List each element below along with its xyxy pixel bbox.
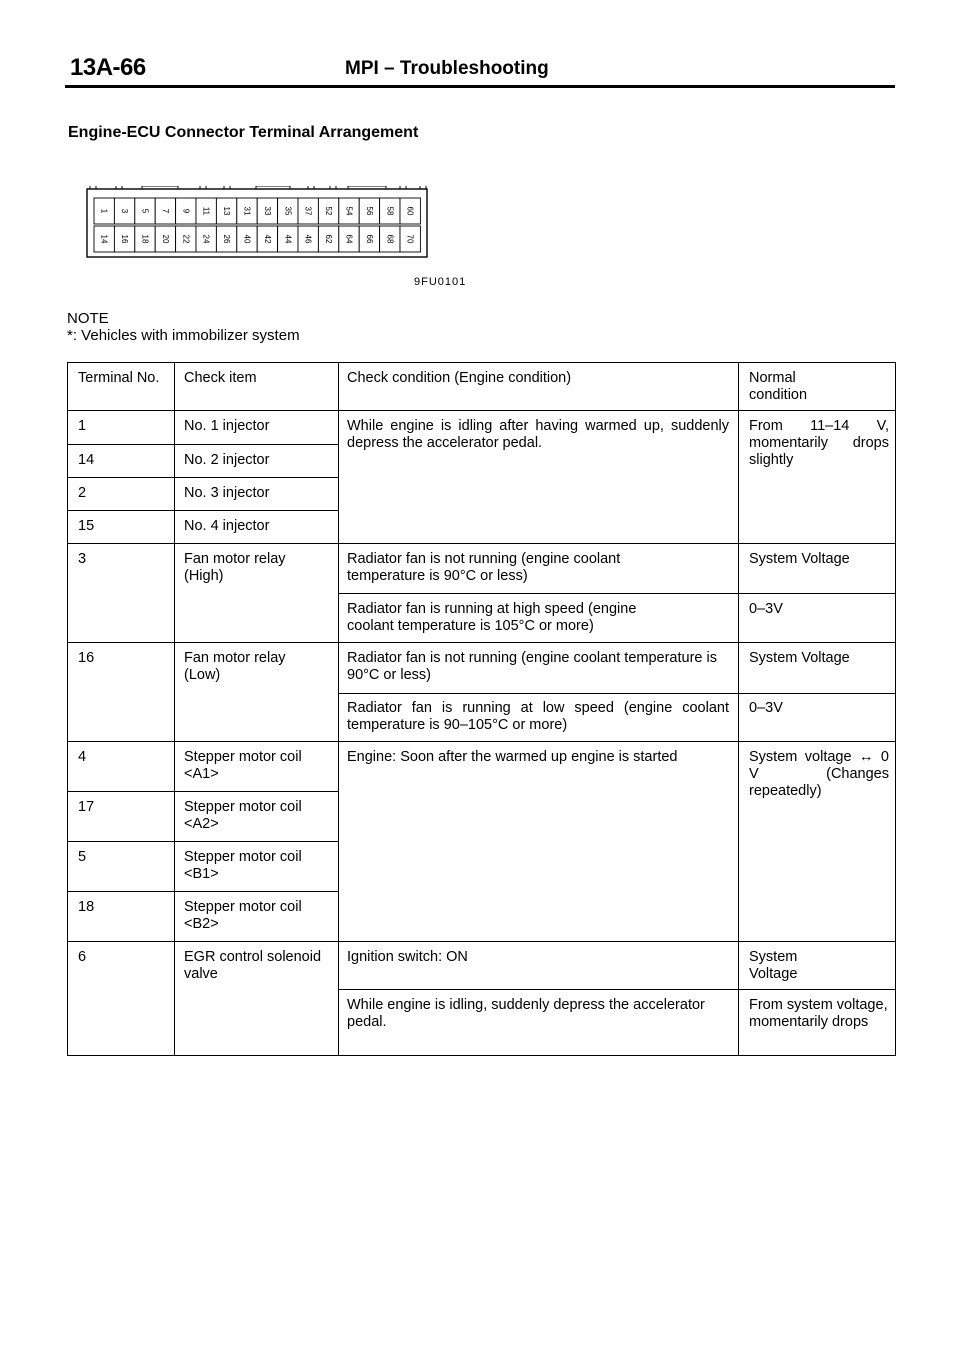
terminal-number: 15: [78, 518, 95, 534]
terminal-number: 2: [78, 485, 87, 501]
connector-pin-label: 5: [140, 208, 150, 214]
check-condition: Radiator fan is not running (engine coolant temperature is 90°C or less): [347, 551, 621, 584]
connector-pin-label: 16: [120, 234, 130, 244]
check-item: Stepper motor coil <A1>: [184, 749, 302, 782]
terminal-number: 16: [78, 650, 95, 666]
connector-pin-label: 60: [405, 206, 415, 216]
check-item: No. 2 injector: [184, 452, 270, 468]
row-divider: [68, 410, 895, 411]
connector-pin-label: 3: [120, 208, 130, 214]
connector-pin-label: 44: [283, 234, 293, 244]
row-divider: [68, 841, 338, 842]
check-condition: Radiator fan is not running (engine coolant temperature is 90°C or less): [347, 650, 717, 683]
row-divider: [338, 593, 895, 594]
check-item: Fan motor relay (High): [184, 551, 286, 584]
note-text: *: Vehicles with immobilizer system: [67, 327, 300, 344]
connector-pin-label: 46: [303, 234, 313, 244]
terminal-number: 6: [78, 949, 87, 965]
terminal-number: 1: [78, 418, 87, 434]
page-title: MPI – Troubleshooting: [345, 58, 549, 79]
row-divider: [68, 941, 895, 942]
normal-condition: 0–3V: [749, 601, 783, 617]
connector-pin-label: 58: [385, 206, 395, 216]
terminal-number: 17: [78, 799, 95, 815]
connector-pin-label: 7: [160, 208, 170, 214]
normal-condition: System Voltage: [749, 551, 850, 567]
connector-pin-label: 40: [242, 234, 252, 244]
connector-pin-label: 22: [181, 234, 191, 244]
check-condition: Engine: Soon after the warmed up engine is started: [347, 749, 678, 765]
normal-condition: System Voltage: [749, 650, 850, 666]
row-divider: [338, 693, 895, 694]
connector-pin-label: 68: [385, 234, 395, 244]
connector-pin-label: 33: [262, 206, 272, 216]
row-divider: [68, 642, 895, 643]
connector-pin-label: 37: [303, 206, 313, 216]
row-divider: [68, 510, 338, 511]
normal-condition: 0–3V: [749, 700, 783, 716]
connector-pin-label: 64: [344, 234, 354, 244]
header-normal: Normal condition: [749, 370, 808, 403]
check-condition: Radiator fan is running at high speed (engine coolant temperature is 105°C or more): [347, 601, 637, 634]
check-item: No. 3 injector: [184, 485, 270, 501]
check-item: Stepper motor coil <A2>: [184, 799, 302, 832]
note-title: NOTE: [67, 310, 109, 327]
connector-pin-label: 52: [324, 206, 334, 216]
connector-pin-label: 24: [201, 234, 211, 244]
row-divider: [68, 791, 338, 792]
page-number: 13A-66: [70, 54, 146, 81]
row-divider: [68, 741, 895, 742]
check-condition: Ignition switch: ON: [347, 949, 468, 965]
check-item: EGR control solenoid valve: [184, 949, 322, 982]
terminal-number: 3: [78, 551, 87, 567]
connector-pin-label: 18: [140, 234, 150, 244]
row-divider: [68, 543, 895, 544]
connector-pin-label: 14: [99, 234, 109, 244]
terminal-number: 5: [78, 849, 87, 865]
connector-pin-label: 42: [262, 234, 272, 244]
check-condition: Radiator fan is running at low speed (engine coolant temperature is 90–105°C or more): [347, 700, 729, 733]
connector-pin-label: 56: [364, 206, 374, 216]
check-item: Stepper motor coil <B2>: [184, 899, 302, 932]
terminal-number: 4: [78, 749, 87, 765]
row-divider: [68, 891, 338, 892]
connector-pin-label: 13: [222, 206, 232, 216]
row-divider: [338, 989, 895, 990]
connector-pin-label: 31: [242, 206, 252, 216]
figure-code: 9FU0101: [414, 276, 467, 288]
terminal-table: [67, 362, 896, 1056]
check-item: No. 1 injector: [184, 418, 270, 434]
row-divider: [68, 444, 338, 445]
check-condition: While engine is idling, suddenly depress the accelerator pedal.: [347, 997, 705, 1030]
connector-pin-label: 62: [324, 234, 334, 244]
normal-condition: System Voltage: [749, 949, 798, 982]
normal-condition: From 11–14 V, momentarily drops slightly: [749, 418, 889, 468]
connector-pin-label: 54: [344, 206, 354, 216]
header-rule: [65, 85, 895, 88]
row-divider: [68, 477, 338, 478]
col-divider: [174, 363, 175, 1055]
normal-condition: From system voltage, momentarily drops: [749, 997, 888, 1030]
section-title: Engine-ECU Connector Terminal Arrangement: [68, 124, 419, 141]
check-condition: While engine is idling after having warmed up, suddenly depress the accelerator pedal.: [347, 418, 729, 451]
col-divider: [738, 363, 739, 1055]
connector-pin-label: 9: [181, 208, 191, 214]
connector-pin-label: 70: [405, 234, 415, 244]
connector-pin-label: 1: [99, 208, 109, 214]
header-terminal: Terminal No.: [78, 370, 160, 386]
check-item: Stepper motor coil <B1>: [184, 849, 302, 882]
connector-pin-label: 26: [222, 234, 232, 244]
connector-pin-label: 35: [283, 206, 293, 216]
normal-condition: System voltage ↔ 0 V (Changes repeatedly): [749, 749, 889, 799]
connector-pin-label: 20: [160, 234, 170, 244]
connector-pin-label: 11: [201, 206, 211, 216]
terminal-number: 18: [78, 899, 95, 915]
connector-pin-label: 66: [364, 234, 374, 244]
check-item: Fan motor relay (Low): [184, 650, 286, 683]
connector-diagram: [86, 186, 428, 258]
header-condition: Check condition (Engine condition): [347, 370, 572, 386]
header-check-item: Check item: [184, 370, 257, 386]
check-item: No. 4 injector: [184, 518, 270, 534]
terminal-number: 14: [78, 452, 95, 468]
